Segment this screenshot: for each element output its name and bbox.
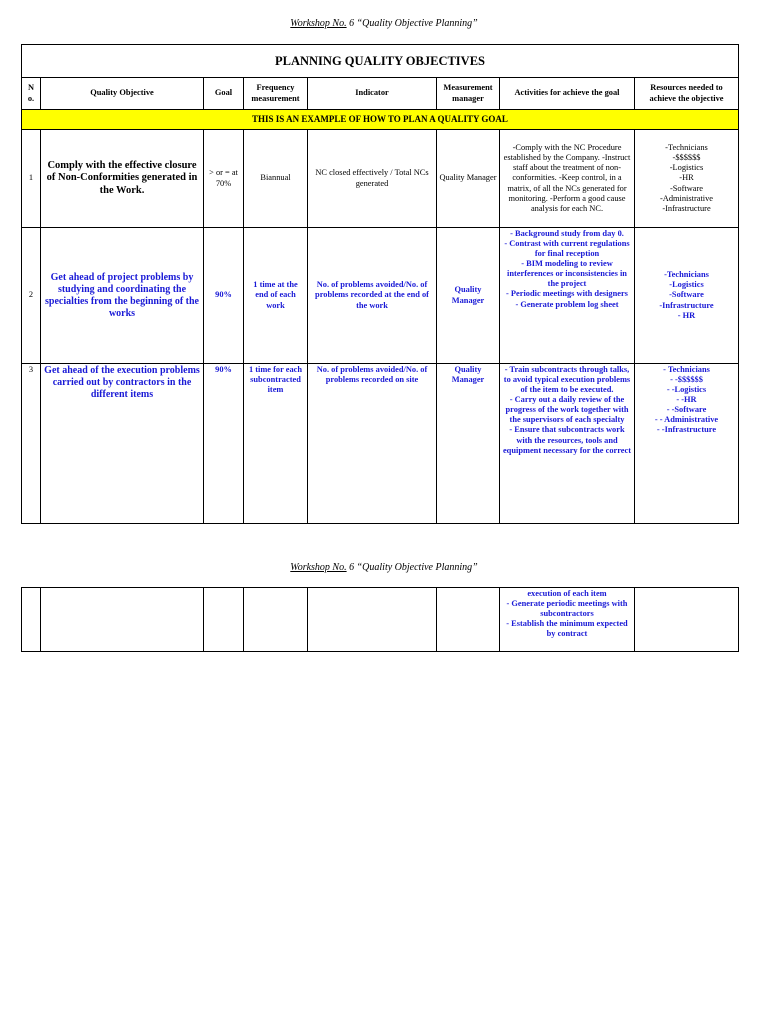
activity-item: - Contrast with current regulations for final reception (504, 239, 630, 259)
col-manager: Measurement manager (437, 78, 500, 110)
goal-cell: 90% (204, 364, 244, 524)
table-row (22, 364, 739, 524)
resource-item: -$$$$$$ (672, 153, 701, 163)
workshop-title: “Quality Objective Planning” (356, 562, 478, 573)
activities-cell (500, 364, 635, 524)
frequency-cell (244, 588, 308, 652)
indicator-cell: No. of problems avoided/No. of problems recorded at the end of the work (308, 228, 437, 364)
resource-item: -Administrative (659, 193, 714, 203)
example-banner: THIS IS AN EXAMPLE OF HOW TO PLAN A QUALITY GOAL (22, 110, 739, 130)
workshop-label: Workshop No. (290, 562, 347, 573)
col-frequency: Frequency measurement (244, 78, 308, 110)
resources-cell (635, 588, 739, 652)
frequency-cell: 1 time for each subcontracted item (244, 364, 308, 524)
workshop-number: 6 (346, 562, 357, 573)
table-row (22, 130, 739, 228)
col-no: N o. (22, 78, 41, 110)
resource-item: - Technicians (663, 365, 710, 374)
goal-cell: 90% (204, 228, 244, 364)
resources-cell (635, 364, 739, 524)
manager-cell: Quality Manager (437, 228, 500, 364)
resource-item: -Logistics (669, 280, 704, 290)
activities-cell (500, 228, 635, 364)
resource-item: - -Logistics (666, 385, 707, 395)
resource-item: -Logistics (669, 163, 704, 173)
col-goal: Goal (204, 78, 244, 110)
col-activities: Activities for achieve the goal (500, 78, 635, 110)
activity-item: execution of each item (527, 589, 607, 598)
resource-item: - HR (677, 310, 696, 320)
resources-cell (635, 130, 739, 228)
resource-item: -Infrastructure (662, 203, 711, 213)
resource-item: -Software (669, 290, 704, 300)
activity-item: - Ensure that subcontracts work with the resources, tools and equipment necessary for the correct (502, 425, 632, 455)
row-number: 3 (22, 364, 41, 524)
activity-item: - Establish the minimum expected by contract (506, 619, 628, 639)
manager-cell: Quality Manager (437, 130, 500, 228)
resource-item: -Technicians (665, 143, 708, 153)
activity-item: - Train subcontracts through talks, to avoid typical execution problems of the item to be executed. (503, 365, 631, 395)
resource-item: -Software (669, 183, 704, 193)
continuation-table (21, 587, 739, 652)
objective-cell: Get ahead of the execution problems carried out by contractors in the different items (41, 364, 204, 524)
workshop-number: 6 (346, 18, 357, 29)
workshop-header (0, 18, 768, 29)
row-number: 2 (22, 228, 41, 364)
resource-item: - -$$$$$$ (670, 375, 703, 385)
table-row (22, 228, 739, 364)
table-row (22, 588, 739, 652)
manager-cell (437, 588, 500, 652)
row-number: 1 (22, 130, 41, 228)
activities-cell: -Comply with the NC Procedure established by the Company. -Instruct staff about the treatment of non-conformities. -Keep control, in a matrix, of all the NCs generated for monitoring. -Perform a good cause analysis for each NC. (500, 130, 635, 228)
resource-item: - -HR (676, 395, 697, 405)
row-number (22, 588, 41, 652)
resource-item: - -Infrastructure (656, 425, 717, 435)
activity-item: - Background study from day 0. (510, 229, 624, 238)
resource-item: -Technicians (664, 270, 709, 280)
activity-item: - BIM modeling to review interferences or inconsistencies in the project (507, 259, 627, 289)
workshop-label: Workshop No. (290, 18, 347, 29)
resource-item: -Infrastructure (659, 300, 714, 310)
table-title: PLANNING QUALITY OBJECTIVES (22, 45, 739, 78)
frequency-cell: Biannual (244, 130, 308, 228)
column-header-row (22, 78, 739, 110)
activity-item: - Periodic meetings with designers (506, 289, 628, 299)
quality-objectives-table (21, 44, 739, 524)
col-objective: Quality Objective (41, 78, 204, 110)
indicator-cell: NC closed effectively / Total NCs generated (308, 130, 437, 228)
col-resources: Resources needed to achieve the objective (635, 78, 739, 110)
objective-cell: Get ahead of project problems by studying and coordinating the specialties from the beginning of the works (41, 228, 204, 364)
objective-cell (41, 588, 204, 652)
resource-item: - -Software (666, 405, 707, 415)
resource-item: - - Administrative (654, 415, 719, 425)
manager-cell: Quality Manager (437, 364, 500, 524)
indicator-cell (308, 588, 437, 652)
goal-cell (204, 588, 244, 652)
activity-item: - Generate problem log sheet (515, 299, 619, 309)
goal-cell: > or = at 70% (204, 130, 244, 228)
col-indicator: Indicator (308, 78, 437, 110)
activity-item: - Carry out a daily review of the progress of the work together with the supervisors of each specialty (505, 395, 629, 425)
activity-item: - Generate periodic meetings with subcontractors (506, 599, 628, 619)
resources-cell (635, 228, 739, 364)
indicator-cell: No. of problems avoided/No. of problems recorded on site (308, 364, 437, 524)
workshop-title: “Quality Objective Planning” (356, 18, 478, 29)
objective-cell: Comply with the effective closure of Non-Conformities generated in the Work. (41, 130, 204, 228)
workshop-header-page2 (0, 562, 768, 573)
activities-cell (500, 588, 635, 652)
frequency-cell: 1 time at the end of each work (244, 228, 308, 364)
resource-item: -HR (679, 173, 694, 183)
